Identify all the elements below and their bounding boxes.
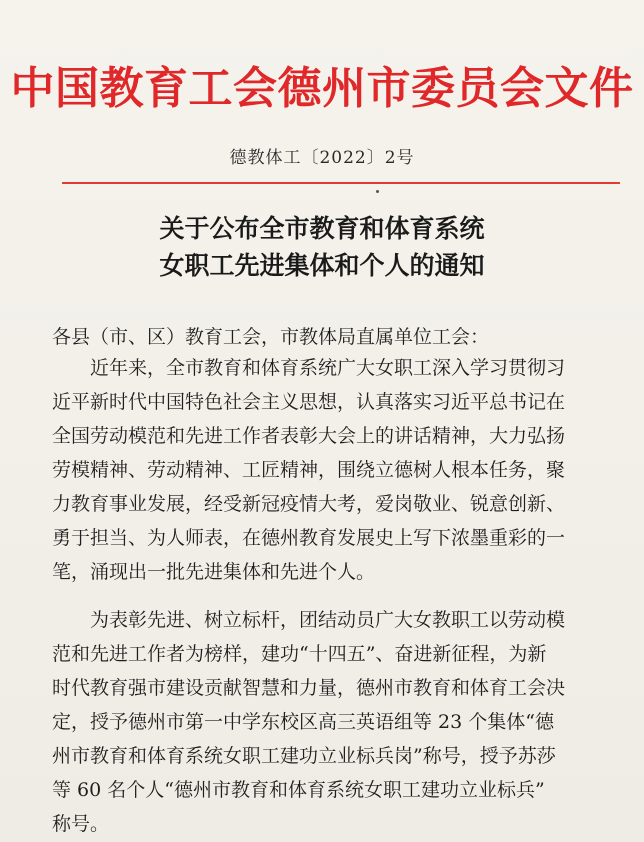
paragraph-1-line: 劳模精神、劳动精神、工匠精神，围绕立德树人根本任务，聚 [52,459,566,481]
paragraph-1-line: 近年来，全市教育和体育系统广大女职工深入学习贯彻习 [90,357,566,379]
red-divider-line [62,182,620,184]
dot-mark [376,190,379,193]
paragraph-2-line: 州市教育和体育系统女职工建功立业标兵岗”称号，授予苏莎 [52,745,556,767]
paragraph-2-line: 范和先进工作者为榜样，建功“十四五”、奋进新征程，为新 [52,643,547,665]
paragraph-2-line: 等 60 名个人“德州市教育和体育系统女职工建功立业标兵” [52,779,545,801]
addressee-line: 各县（市、区）教育工会，市教体局直属单位工会： [52,326,490,348]
paragraph-1-line: 勇于担当、为人师表，在德州教育发展史上写下浓墨重彩的一 [52,527,566,549]
paragraph-1-line: 近平新时代中国特色社会主义思想，认真落实习近平总书记在 [52,391,566,413]
notice-title-line-2: 女职工先进集体和个人的通知 [159,251,485,280]
notice-title-line-1: 关于公布全市教育和体育系统 [159,214,485,243]
paragraph-2-line: 为表彰先进、树立标杆，团结动员广大女教职工以劳动模 [90,609,566,631]
paragraph-2-line: 定，授予德州市第一中学东校区高三英语组等 23 个集体“德 [52,711,554,733]
paragraph-1-line: 力教育事业发展，经受新冠疫情大考，爱岗敬业、锐意创新、 [52,493,566,515]
document-header-title: 中国教育工会德州市委员会文件 [10,63,634,114]
document-body [52,351,632,841]
paragraph-1-line: 笔，涌现出一批先进集体和先进个人。 [52,561,376,583]
paragraph-1-line: 全国劳动模范和先进工作者表彰大会上的讲话精神，大力弘扬 [52,425,566,447]
paragraph-gap [52,589,632,603]
paragraph-2-line: 称号。 [52,813,110,835]
paragraph-2-line: 时代教育强市建设贡献智慧和力量，德州市教育和体育工会决 [52,677,566,699]
document-number: 德教体工〔2022〕2号 [229,148,415,168]
notice-title [0,210,644,284]
